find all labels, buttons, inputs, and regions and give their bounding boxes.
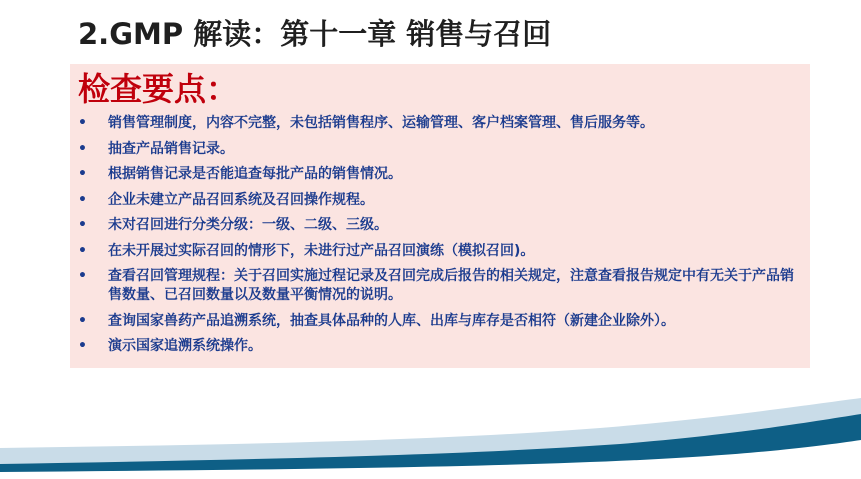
list-item [70, 191, 810, 210]
list-item [70, 114, 810, 133]
list-item-text: 根据销售记录是否能追查每批产品的销售情况。 [108, 166, 402, 182]
list-item [70, 312, 810, 331]
list-item [70, 216, 810, 235]
list-item [70, 242, 810, 261]
list-item-text: 查询国家兽药产品追溯系统，抽查具体品种的人库、出库与库存是否相符（新建企业除外）。 [108, 312, 675, 329]
bullet-icon: • [78, 312, 87, 329]
bullet-icon: • [78, 166, 87, 182]
list-item-text: 销售管理制度，内容不完整，未包括销售程序、运输管理、客户档案管理、售后服务等。 [108, 115, 654, 131]
list-item-text: 未对召回进行分类分级：一级、二级、三级。 [108, 217, 388, 233]
list-item-text: 在未开展过实际召回的情形下，未进行过产品召回演练（模拟召回)。 [108, 242, 535, 259]
list-item-text: 企业未建立产品召回系统及召回操作规程。 [108, 191, 374, 208]
bullet-icon: • [78, 268, 87, 284]
checkpoints-panel [70, 64, 810, 368]
bullet-icon: • [78, 140, 87, 157]
bullet-icon: • [78, 191, 87, 208]
list-item [70, 140, 810, 159]
bullet-icon: • [78, 115, 87, 131]
decorative-wave [0, 390, 861, 479]
list-item [70, 267, 810, 305]
list-item [70, 165, 810, 184]
list-item-text: 抽查产品销售记录。 [108, 140, 234, 157]
checkpoints-heading: 检查要点： [78, 70, 239, 108]
bullet-icon: • [78, 217, 87, 233]
list-item-text: 查看召回管理规程：关于召回实施过程记录及召回完成后报告的相关规定，注意查看报告规定中有无关于产品销售数量、已召回数量以及数量平衡情况的说明。 [108, 268, 794, 303]
slide-title: 2.GMP 解读：第十一章 销售与召回 [78, 17, 552, 51]
bullet-icon: • [78, 242, 87, 259]
checkpoints-list [70, 114, 810, 363]
bullet-icon: • [78, 338, 87, 354]
list-item-text: 演示国家追溯系统操作。 [108, 338, 262, 354]
list-item [70, 337, 810, 356]
